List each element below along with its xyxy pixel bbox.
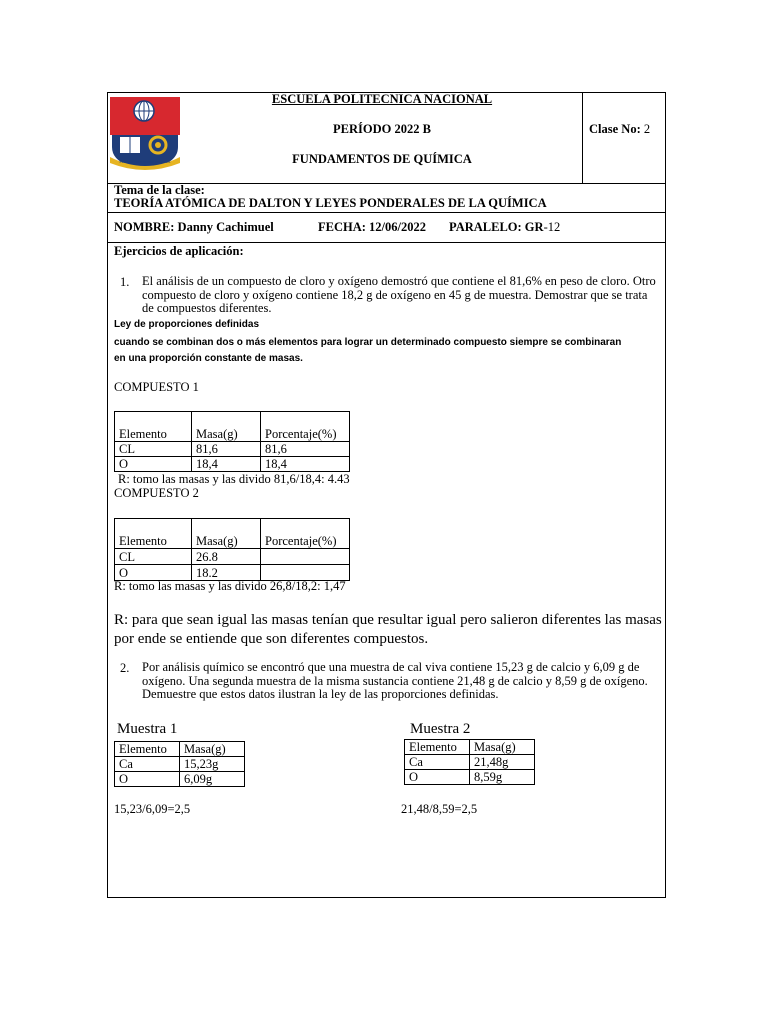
paralelo-label: PARALELO: GR [449,220,544,234]
exercise-2-line: Demuestre que estos datos ilustran la ley de las proporciones definidas. [142,687,499,701]
class-label: Clase No: [589,122,641,136]
table-row [405,770,535,785]
exercise-2-text [142,661,662,702]
date: FECHA: 12/06/2022 [318,220,426,234]
header-cell: Elemento [115,742,180,757]
table-row [115,757,245,772]
header-cell: Masa(g) [192,412,261,442]
table-row [405,740,535,755]
sample-2-result: 21,48/8,59=2,5 [401,802,478,816]
table-row [115,442,350,457]
header-cell: Porcentaje(%) [261,412,350,442]
header-cell: Elemento [115,519,192,549]
topic-bottom-rule [107,212,666,213]
exercise-1-line: El análisis de un compuesto de cloro y oxígeno demostró que contiene el 81,6% en peso de cloro. Otro [142,274,656,288]
table-row [115,412,350,442]
exercise-1-text [142,275,662,316]
compound-1-title: COMPUESTO 1 [114,380,199,394]
class-number [589,122,650,137]
table-cell: Ca [115,757,180,772]
exercise-1-line: de compuestos diferentes. [142,301,272,315]
school-name: ESCUELA POLITECNICA NACIONAL [271,92,493,106]
exercise-2-number: 2. [120,661,130,675]
table-row [115,772,245,787]
paralelo [449,220,560,235]
conclusion-line: por ende se entiende que son diferentes compuestos. [114,631,429,647]
topic-label: Tema de la clase: [114,183,205,197]
info-bottom-rule [107,242,666,243]
compound-2-title: COMPUESTO 2 [114,486,199,500]
conclusion-line: R: para que sean igual las masas tenían que resultar igual pero salieron diferentes las masas [114,612,662,628]
table-cell: CL [115,442,192,457]
table-cell: 81,6 [192,442,261,457]
table-cell: Ca [405,755,470,770]
table-cell: O [115,457,192,472]
period: PERÍODO 2022 B [333,122,431,136]
sample-2-table [404,739,535,785]
compound-1-result: R: tomo las masas y las divido 81,6/18,4: 4.43 [118,472,350,486]
header-cell: Masa(g) [192,519,261,549]
school-logo [110,97,180,171]
table-cell: O [115,565,192,581]
student-name: NOMBRE: Danny Cachimuel [114,220,274,234]
table-cell: O [405,770,470,785]
table-row [115,457,350,472]
topic-value: TEORÍA ATÓMICA DE DALTON Y LEYES PONDERALES DE LA QUÍMICA [114,196,547,210]
table-cell: 18,4 [261,457,350,472]
law-text [114,335,621,367]
header-cell: Masa(g) [180,742,245,757]
exercise-2-line: oxígeno. Una segunda muestra de la misma sustancia contiene 21,48 g de calcio y 8,59 g de oxígeno. [142,673,648,688]
table-cell: 26.8 [192,549,261,565]
course-name: FUNDAMENTOS DE QUÍMICA [292,152,472,166]
table-row [115,549,350,565]
exercise-2-line: Por análisis químico se encontró que una muestra de cal viva contiene 15,23 g de calcio y 6,09 g de [142,660,640,674]
conclusion [114,611,664,649]
exercise-1-number: 1. [120,275,130,289]
exercise-1-line: compuesto de cloro y oxígeno contiene 18,2 g de oxígeno en 45 g de muestra. Demostrar que se trata [142,287,648,302]
header-cell: Masa(g) [470,740,535,755]
header-cell: Elemento [405,740,470,755]
paralelo-value: -12 [543,220,561,234]
table-cell: CL [115,549,192,565]
header-cell: Elemento [115,412,192,442]
compound-1-table [114,411,350,472]
table-cell: 18,4 [192,457,261,472]
sample-2-title: Muestra 2 [410,721,471,737]
compound-2-result: R: tomo las masas y las divido 26,8/18,2: 1,47 [114,579,346,593]
sample-1-result: 15,23/6,09=2,5 [114,802,191,816]
header-divider [582,92,583,183]
law-line: en una proporción constante de masas. [114,353,303,364]
header-cell: Porcentaje(%) [261,519,350,549]
table-row [405,755,535,770]
table-cell: 8,59g [470,770,535,785]
sample-1-title: Muestra 1 [117,721,178,737]
compound-2-table [114,518,350,581]
logo-text: ESCUELA POLITÉCNICA NACIONAL [119,160,171,164]
section-title: Ejercicios de aplicación: [114,244,244,258]
table-row [115,519,350,549]
table-cell: 6,09g [180,772,245,787]
table-cell: 21,48g [470,755,535,770]
table-cell: 18.2 [192,565,261,581]
law-line: cuando se combinan dos o más elementos para lograr un determinado compuesto siempre se combinaran [114,337,622,348]
law-title: Ley de proporciones definidas [114,319,260,330]
table-cell: 15,23g [180,757,245,772]
class-value: 2 [643,122,651,136]
table-cell [261,549,350,565]
table-cell: O [115,772,180,787]
sample-1-table [114,741,245,787]
table-cell: 81,6 [261,442,350,457]
table-row [115,742,245,757]
